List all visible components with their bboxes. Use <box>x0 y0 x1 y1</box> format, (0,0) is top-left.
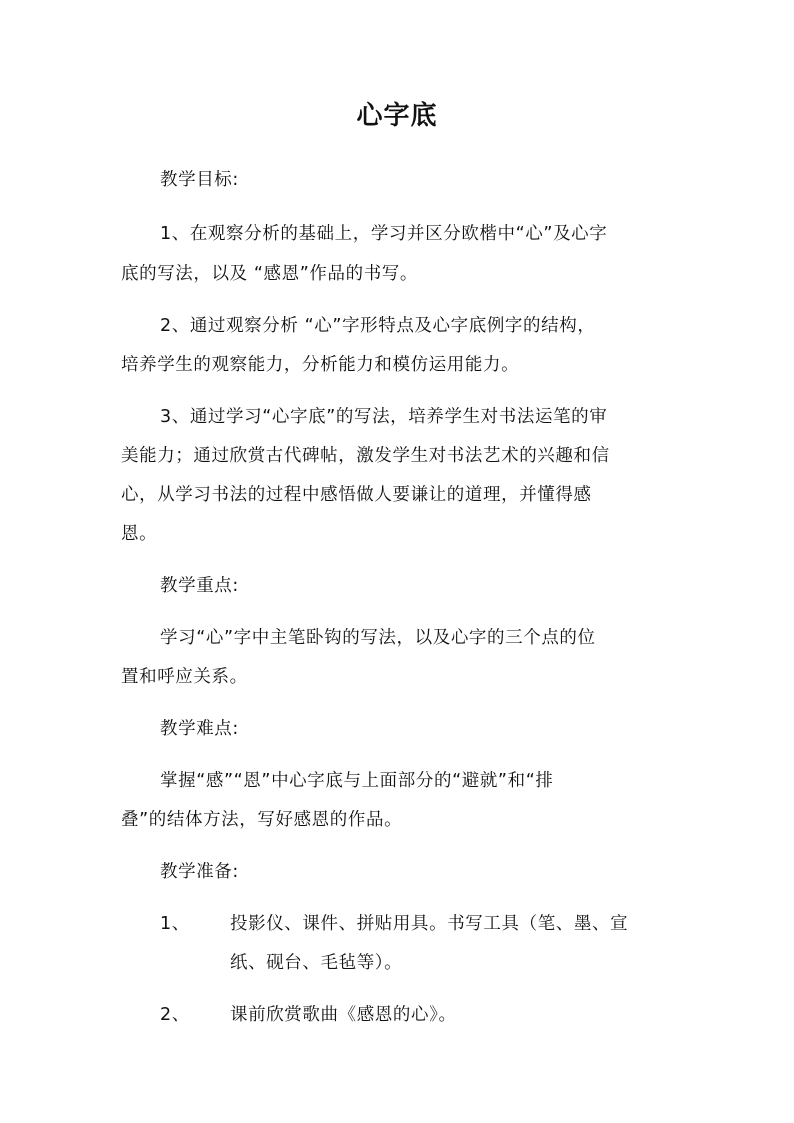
preparation-item-number: 2、 <box>160 1005 190 1025</box>
objectives-heading: 教学目标: <box>160 170 239 190</box>
key-points-heading: 教学重点: <box>160 576 239 596</box>
objective-2-line-1: 2、通过观察分析 “心”字形特点及心字底例字的结构， <box>160 316 596 336</box>
difficulties-heading: 教学难点: <box>160 719 239 739</box>
preparation-item-2-line-1: 课前欣赏歌曲《感恩的心》。 <box>230 1005 457 1025</box>
objective-3-line-3: 心，从学习书法的过程中感悟做人要谦让的道理，并懂得感 <box>121 485 592 505</box>
objective-3-line-2: 美能力；通过欣赏古代碑帖，激发学生对书法艺术的兴趣和信 <box>121 446 610 466</box>
document-title: 心字底 <box>356 101 438 131</box>
preparation-item-1-line-2: 纸、砚台、毛毡等）。 <box>230 953 403 973</box>
objective-3-line-4: 恩。 <box>121 524 158 544</box>
difficulties-line-2: 叠”的结体方法，写好感恩的作品。 <box>121 810 403 830</box>
objective-1-line-2: 底的写法，以及 “感恩”作品的书写。 <box>121 264 418 284</box>
preparation-heading: 教学准备: <box>160 862 239 882</box>
key-points-line-1: 学习“心”字中主笔卧钩的写法，以及心字的三个点的位 <box>160 628 596 648</box>
objective-3-line-1: 3、通过学习“心字底”的写法，培养学生对书法运笔的审 <box>160 407 608 427</box>
preparation-item-1-line-1: 投影仪、课件、拼贴用具。书写工具（笔、墨、宣 <box>230 914 629 934</box>
objective-2-line-2: 培养学生的观察能力，分析能力和模仿运用能力。 <box>121 355 520 375</box>
difficulties-line-1: 掌握“感”“恩”中心字底与上面部分的“避就”和“排 <box>160 771 554 791</box>
objective-1-line-1: 1、在观察分析的基础上，学习并区分欧楷中“心”及心字 <box>160 224 608 244</box>
key-points-line-2: 置和呼应关系。 <box>121 667 248 687</box>
preparation-item-number: 1、 <box>160 914 190 934</box>
